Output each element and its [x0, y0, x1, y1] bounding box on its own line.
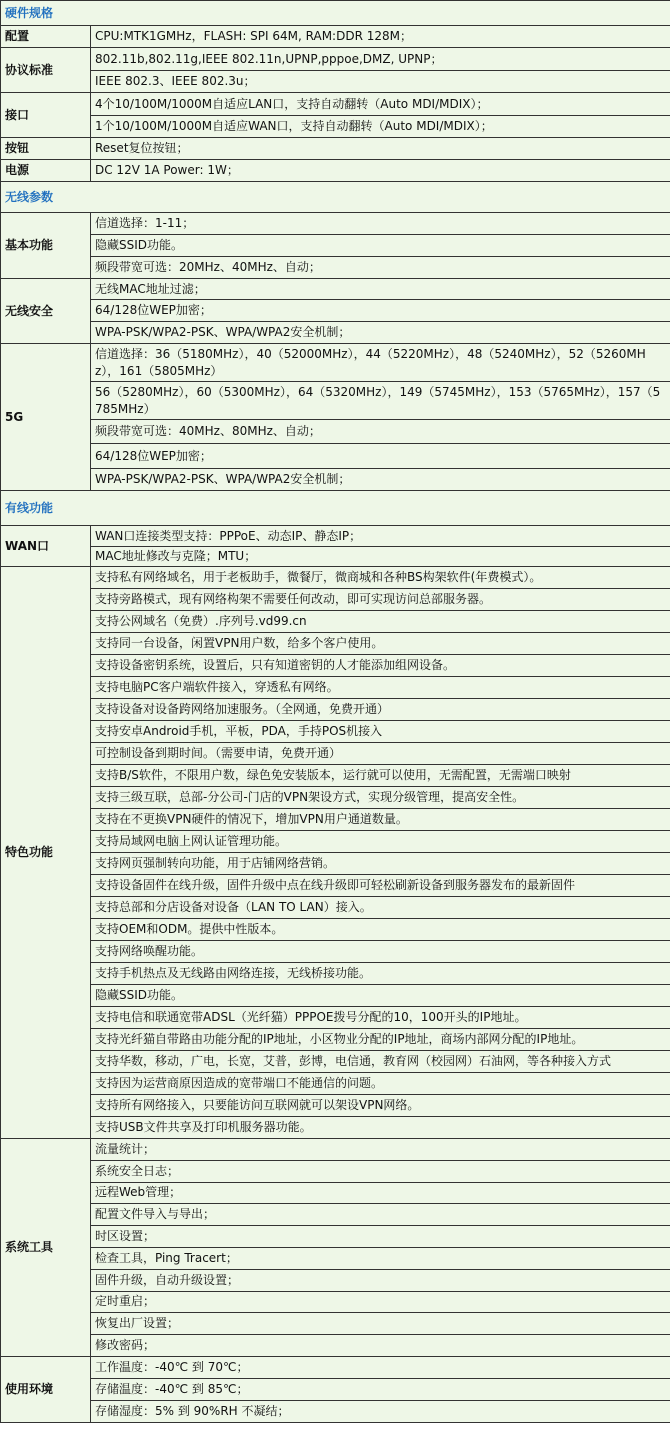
table-row: [1, 611, 670, 633]
table-row: [1, 567, 670, 589]
row-label: 电源: [1, 160, 91, 182]
table-row: [1, 1204, 670, 1226]
row-value: IEEE 802.3、IEEE 802.3u；: [91, 71, 670, 93]
row-value: 存储温度：-40℃ 到 85℃；: [91, 1378, 670, 1400]
table-row: [1, 1269, 670, 1291]
row-label: 系统工具: [1, 1139, 91, 1357]
table-row: [1, 699, 670, 721]
table-row: [1, 322, 670, 344]
section-row-wireless: [1, 182, 670, 213]
row-value: 4个10/100M/1000M自适应LAN口，支持自动翻转（Auto MDI/MDIX）；: [91, 93, 670, 116]
table-row: [1, 235, 670, 257]
table-row: [1, 138, 670, 160]
table-row: [1, 897, 670, 919]
row-value: 支持旁路模式，现有网络构架不需要任何改动，即可实现访问总部服务器。: [91, 589, 670, 611]
row-value: Reset复位按钮；: [91, 138, 670, 160]
table-row: [1, 344, 670, 382]
table-row: [1, 160, 670, 182]
row-label: 基本功能: [1, 213, 91, 279]
table-row: [1, 919, 670, 941]
table-row: [1, 26, 670, 48]
row-value: 支持公网域名（免费）.序列号.vd99.cn: [91, 611, 670, 633]
table-row: [1, 1356, 670, 1378]
row-value: 1个10/100M/1000M自适应WAN口，支持自动翻转（Auto MDI/MDIX）；: [91, 116, 670, 138]
row-value: 隐藏SSID功能。: [91, 235, 670, 257]
table-row: [1, 526, 670, 547]
row-value: 支持在不更换VPN硬件的情况下，增加VPN用户通道数量。: [91, 809, 670, 831]
row-value: 支持OEM和ODM。提供中性版本。: [91, 919, 670, 941]
section-row-hardware: [1, 1, 670, 26]
table-row: [1, 787, 670, 809]
row-label: 无线安全: [1, 279, 91, 344]
row-value: 支持光纤猫自带路由功能分配的IP地址，小区物业分配的IP地址，商场内部网分配的IP地址。: [91, 1029, 670, 1051]
table-row: [1, 963, 670, 985]
row-value: 时区设置；: [91, 1226, 670, 1248]
table-row: [1, 765, 670, 787]
row-value: 支持B/S软件，不限用户数，绿色免安装版本，运行就可以使用，无需配置，无需端口映射: [91, 765, 670, 787]
table-row: [1, 941, 670, 963]
row-value: 流量统计；: [91, 1139, 670, 1161]
table-row: [1, 985, 670, 1007]
row-value: MAC地址修改与克隆；MTU；: [91, 547, 670, 567]
row-value: 支持设备固件在线升级，固件升级中点在线升级即可轻松刷新设备到服务器发布的最新固件: [91, 875, 670, 897]
row-value: 支持私有网络域名，用于老板助手，微餐厅，微商城和各种BS构架软件(年费模式）。: [91, 567, 670, 589]
row-value: 远程Web管理；: [91, 1182, 670, 1204]
row-value: 支持华数，移动，广电，长宽，艾普，彭博，电信通，教育网（校园网）石油网，等各种接入方式: [91, 1051, 670, 1073]
row-value: 支持所有网络接入，只要能访问互联网就可以架设VPN网络。: [91, 1095, 670, 1117]
table-row: [1, 444, 670, 469]
row-value: 支持安卓Android手机，平板，PDA，手持POS机接入: [91, 721, 670, 743]
table-row: [1, 547, 670, 567]
table-row: [1, 382, 670, 420]
table-row: [1, 71, 670, 93]
row-value: 64/128位WEP加密；: [91, 300, 670, 322]
table-row: [1, 1095, 670, 1117]
table-row: [1, 721, 670, 743]
row-value: WPA-PSK/WPA2-PSK、WPA/WPA2安全机制；: [91, 322, 670, 344]
row-value: WAN口连接类型支持：PPPoE、动态IP、静态IP；: [91, 526, 670, 547]
table-row: [1, 655, 670, 677]
table-row: [1, 257, 670, 279]
row-value: 支持电脑PC客户端软件接入，穿透私有网络。: [91, 677, 670, 699]
row-value: WPA-PSK/WPA2-PSK、WPA/WPA2安全机制；: [91, 469, 670, 491]
row-value: CPU:MTK1GMHz，FLASH: SPI 64M, RAM:DDR 128M；: [91, 26, 670, 48]
table-row: [1, 1051, 670, 1073]
row-value: 支持总部和分店设备对设备（LAN TO LAN）接入。: [91, 897, 670, 919]
table-row: [1, 743, 670, 765]
table-row: [1, 469, 670, 491]
row-label: 按钮: [1, 138, 91, 160]
table-row: [1, 1313, 670, 1335]
section-title-wired: 有线功能: [1, 491, 670, 526]
row-value: 支持电信和联通宽带ADSL（光纤猫）PPPOE拨号分配的10，100开头的IP地址。: [91, 1007, 670, 1029]
row-value: 支持网页强制转向功能，用于店铺网络营销。: [91, 853, 670, 875]
table-row: [1, 1378, 670, 1400]
row-value: 工作温度：-40℃ 到 70℃；: [91, 1356, 670, 1378]
table-row: [1, 1160, 670, 1182]
row-value: 存储湿度：5% 到 90%RH 不凝结；: [91, 1400, 670, 1422]
table-row: [1, 633, 670, 655]
row-label: 协议标准: [1, 48, 91, 93]
table-row: [1, 213, 670, 235]
table-row: [1, 1335, 670, 1357]
row-value: 支持手机热点及无线路由网络连接，无线桥接功能。: [91, 963, 670, 985]
table-row: [1, 93, 670, 116]
section-title-hardware: 硬件规格: [1, 1, 670, 26]
row-value: 支持三级互联，总部-分公司-门店的VPN架设方式，实现分级管理，提高安全性。: [91, 787, 670, 809]
table-row: [1, 1007, 670, 1029]
row-value: 64/128位WEP加密；: [91, 444, 670, 469]
row-value: 修改密码；: [91, 1335, 670, 1357]
section-title-wireless: 无线参数: [1, 182, 670, 213]
row-label: 使用环境: [1, 1356, 91, 1422]
table-row: [1, 1073, 670, 1095]
row-value: DC 12V 1A Power: 1W；: [91, 160, 670, 182]
row-label: 特色功能: [1, 567, 91, 1139]
row-label: 5G: [1, 344, 91, 491]
table-row: [1, 831, 670, 853]
row-value: 支持因为运营商原因造成的宽带端口不能通信的问题。: [91, 1073, 670, 1095]
table-row: [1, 677, 670, 699]
table-row: [1, 1291, 670, 1313]
row-value: 56（5280MHz），60（5300MHz），64（5320MHz），149（5745MHz），153（5765MHz），157（5785MHz）: [91, 382, 670, 420]
table-row: [1, 48, 670, 71]
row-value: 检查工具，Ping Tracert；: [91, 1247, 670, 1269]
row-value: 固件升级，自动升级设置；: [91, 1269, 670, 1291]
row-value: 802.11b,802.11g,IEEE 802.11n,UPNP,pppoe,DMZ, UPNP；: [91, 48, 670, 71]
table-row: [1, 1400, 670, 1422]
spec-table-body: [1, 1, 670, 1423]
row-label: 配置: [1, 26, 91, 48]
row-label: WAN口: [1, 526, 91, 567]
table-row: [1, 420, 670, 444]
table-row: [1, 300, 670, 322]
section-row-wired: [1, 491, 670, 526]
row-value: 支持同一台设备，闲置VPN用户数，给多个客户使用。: [91, 633, 670, 655]
row-value: 频段带宽可选：40MHz、80MHz、自动；: [91, 420, 670, 444]
table-row: [1, 875, 670, 897]
table-row: [1, 279, 670, 300]
row-value: 恢复出厂设置；: [91, 1313, 670, 1335]
table-row: [1, 1226, 670, 1248]
table-row: [1, 116, 670, 138]
table-row: [1, 1029, 670, 1051]
table-row: [1, 809, 670, 831]
row-value: 支持设备密钥系统，设置后，只有知道密钥的人才能添加组网设备。: [91, 655, 670, 677]
row-value: 支持局域网电脑上网认证管理功能。: [91, 831, 670, 853]
row-value: 可控制设备到期时间。（需要申请，免费开通）: [91, 743, 670, 765]
row-value: 定时重启；: [91, 1291, 670, 1313]
row-value: 支持网络唤醒功能。: [91, 941, 670, 963]
table-row: [1, 1247, 670, 1269]
row-value: 信道选择：1-11；: [91, 213, 670, 235]
row-value: 支持设备对设备跨网络加速服务。（全网通，免费开通）: [91, 699, 670, 721]
row-value: 频段带宽可选：20MHz、40MHz、自动；: [91, 257, 670, 279]
table-row: [1, 1117, 670, 1139]
table-row: [1, 589, 670, 611]
table-row: [1, 1139, 670, 1161]
row-value: 配置文件导入与导出；: [91, 1204, 670, 1226]
row-value: 系统安全日志；: [91, 1160, 670, 1182]
row-value: 信道选择：36（5180MHz），40（52000MHz），44（5220MHz），48（5240MHz），52（5260MHz），161（5805MHz）: [91, 344, 670, 382]
table-row: [1, 853, 670, 875]
table-row: [1, 1182, 670, 1204]
row-value: 支持USB文件共享及打印机服务器功能。: [91, 1117, 670, 1139]
row-value: 隐藏SSID功能。: [91, 985, 670, 1007]
row-label: 接口: [1, 93, 91, 138]
row-value: 无线MAC地址过滤；: [91, 279, 670, 300]
